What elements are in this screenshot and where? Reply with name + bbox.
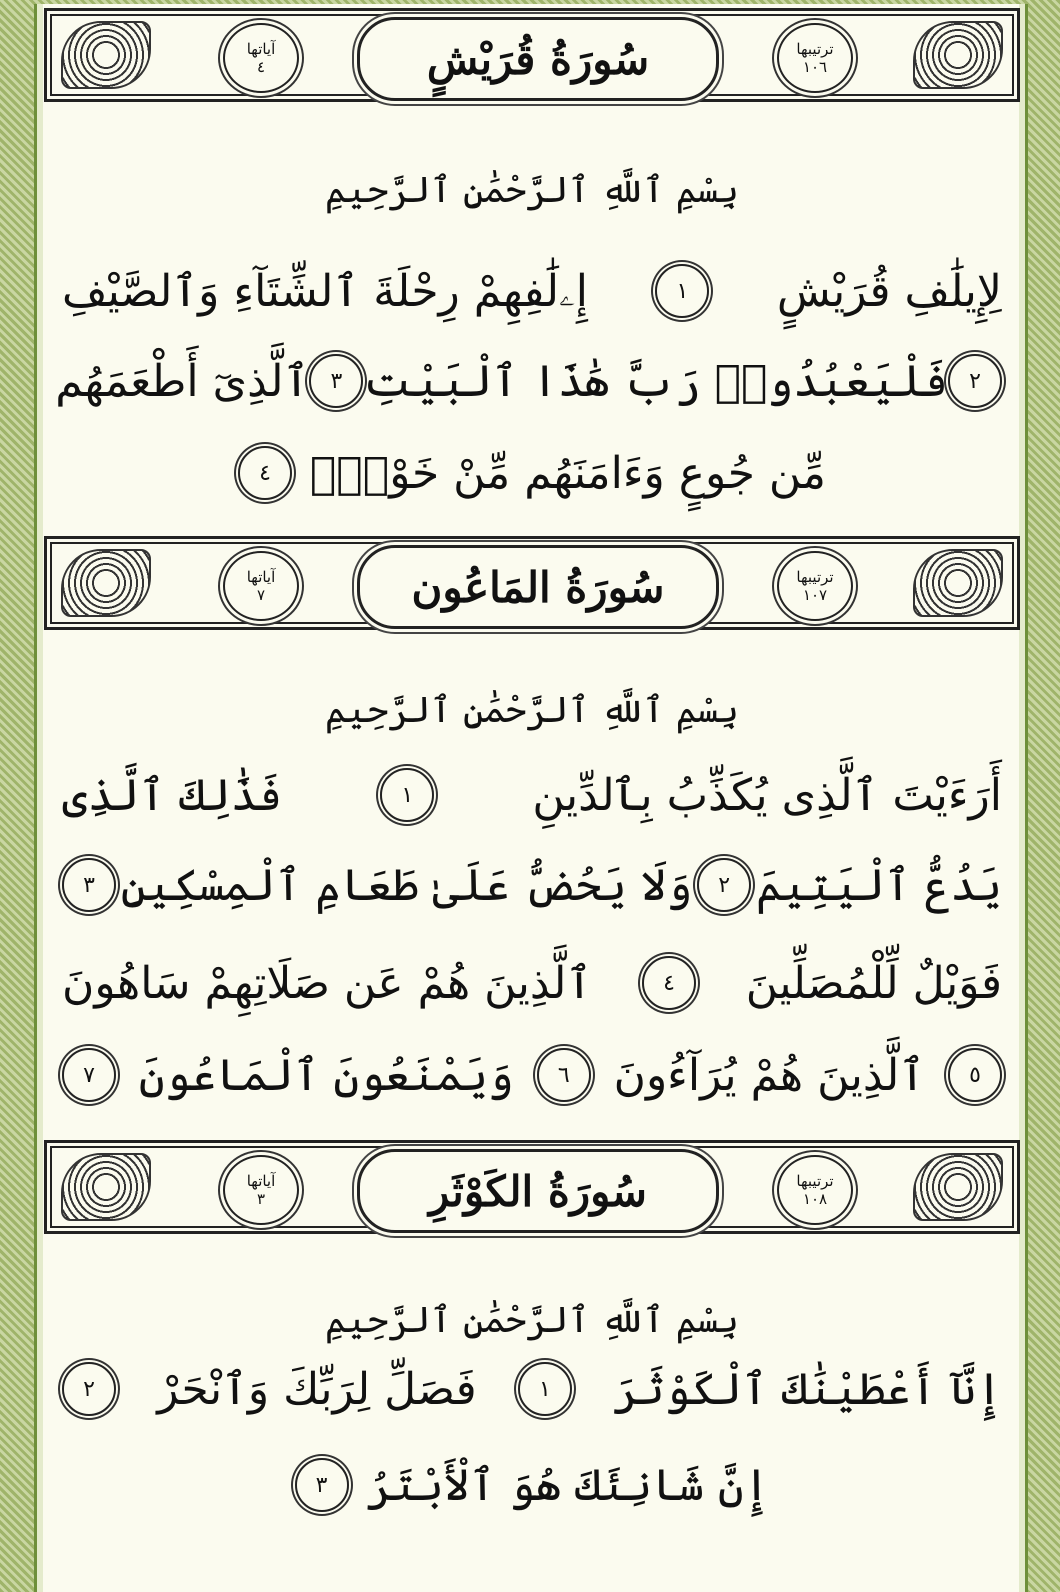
- ayah-marker: ٢: [62, 1362, 116, 1416]
- order-number: ١٠٧: [802, 586, 828, 604]
- verse-line: [62, 256, 1002, 326]
- ayah-marker: ٤: [238, 446, 292, 500]
- ayah-marker: ١: [655, 264, 709, 318]
- order-label: ترتيبها: [796, 1172, 834, 1190]
- right-ornament-icon: [913, 1153, 1003, 1221]
- ayah-marker: ٢: [948, 354, 1002, 408]
- ayah-marker: ٤: [642, 956, 696, 1010]
- verse-text: وَيَمْنَعُونَ ٱلْمَاعُونَ: [138, 1049, 514, 1101]
- verse-text: فَوَيْلٌ لِّلْمُصَلِّينَ: [745, 957, 1002, 1009]
- ayat-number: ٧: [256, 586, 266, 604]
- surah-header-kawthar: [44, 1140, 1020, 1234]
- order-number: ١٠٨: [802, 1190, 828, 1208]
- verse-line: [62, 1040, 1002, 1110]
- verse-text: مِّن جُوعٍ وَءَامَنَهُم مِّنْ خَوْفٍۭ: [310, 447, 826, 499]
- ayah-marker: ٦: [537, 1048, 591, 1102]
- ayat-count-medallion: [223, 23, 299, 93]
- right-ornament-icon: [913, 21, 1003, 89]
- ayah-marker: ١: [518, 1362, 572, 1416]
- ayat-count-medallion: [223, 1155, 299, 1225]
- surah-order-medallion: [777, 551, 853, 621]
- ayah-marker: ١: [380, 768, 434, 822]
- verse-text: ٱلَّذِىٓ أَطْعَمَهُم: [55, 355, 310, 407]
- left-ornament-icon: [61, 549, 151, 617]
- verse-text: فَلْيَعْبُدُوا۟ رَبَّ هَٰذَا ٱلْبَيْتِ: [363, 355, 948, 407]
- ayah-marker: ٧: [62, 1048, 116, 1102]
- left-ornament-icon: [61, 21, 151, 89]
- verse-text: إِنَّ شَانِئَكَ هُوَ ٱلْأَبْتَرُ: [366, 1459, 770, 1511]
- verse-line: [55, 346, 1002, 416]
- verse-text: ٱلَّذِينَ هُمْ يُرَآءُونَ: [613, 1049, 926, 1101]
- ayat-number: ٤: [256, 58, 266, 76]
- basmala: بِسْمِ ٱللَّهِ ٱلرَّحْمَٰنِ ٱلرَّحِيمِ: [324, 690, 740, 731]
- basmala: بِسْمِ ٱللَّهِ ٱلرَّحْمَٰنِ ٱلرَّحِيمِ: [324, 1300, 740, 1341]
- surah-order-medallion: [777, 1155, 853, 1225]
- verse-line: [62, 438, 1002, 508]
- surah-header-maun: [44, 536, 1020, 630]
- verse-text: يَدُعُّ ٱلْيَتِيمَ: [755, 859, 1002, 911]
- ayat-number: ٣: [256, 1190, 266, 1208]
- surah-header-quraysh: [44, 8, 1020, 102]
- ayah-marker: ٢: [697, 858, 751, 912]
- verse-line: [62, 850, 1002, 920]
- order-label: ترتيبها: [796, 568, 834, 586]
- verse-line: [62, 1354, 1002, 1424]
- order-label: ترتيبها: [796, 40, 834, 58]
- ayat-label: آياتها: [246, 568, 276, 586]
- ayat-label: آياتها: [246, 1172, 276, 1190]
- verse-line: [62, 948, 1002, 1018]
- right-ornament-icon: [913, 549, 1003, 617]
- verse-line: [62, 1450, 1002, 1520]
- surah-title: سُورَةُ المَاعُون: [357, 545, 719, 629]
- surah-title: سُورَةُ قُرَيْشٍ: [357, 17, 719, 101]
- verse-text: أَرَءَيْتَ ٱلَّذِى يُكَذِّبُ بِٱلدِّينِ: [532, 769, 1002, 821]
- verse-text: ٱلَّذِينَ هُمْ عَن صَلَاتِهِمْ سَاهُونَ: [62, 957, 593, 1009]
- verse-text: فَصَلِّ لِرَبِّكَ وَٱنْحَرْ: [157, 1363, 477, 1415]
- surah-order-medallion: [777, 23, 853, 93]
- verse-text: إِۦلَٰفِهِمْ رِحْلَةَ ٱلشِّتَآءِ وَٱلصَّيْفِ: [62, 265, 588, 317]
- verse-text: إِنَّآ أَعْطَيْنَٰكَ ٱلْكَوْثَرَ: [613, 1363, 1002, 1415]
- verse-text: لِإِيلَٰفِ قُرَيْشٍ: [776, 265, 1002, 317]
- verse-text: فَذَٰلِكَ ٱلَّذِى: [62, 769, 283, 821]
- ayah-marker: ٥: [948, 1048, 1002, 1102]
- verse-line: [62, 760, 1002, 830]
- ayah-marker: ٣: [309, 354, 363, 408]
- ayat-label: آياتها: [246, 40, 276, 58]
- ayat-count-medallion: [223, 551, 299, 621]
- basmala: بِسْمِ ٱللَّهِ ٱلرَّحْمَٰنِ ٱلرَّحِيمِ: [324, 170, 740, 211]
- left-ornament-icon: [61, 1153, 151, 1221]
- ayah-marker: ٣: [62, 858, 116, 912]
- ayah-marker: ٣: [295, 1458, 349, 1512]
- verse-text: وَلَا يَحُضُّ عَلَىٰ طَعَامِ ٱلْمِسْكِينِ: [120, 859, 693, 911]
- order-number: ١٠٦: [802, 58, 828, 76]
- surah-title: سُورَةُ الكَوْثَرِ: [357, 1149, 719, 1233]
